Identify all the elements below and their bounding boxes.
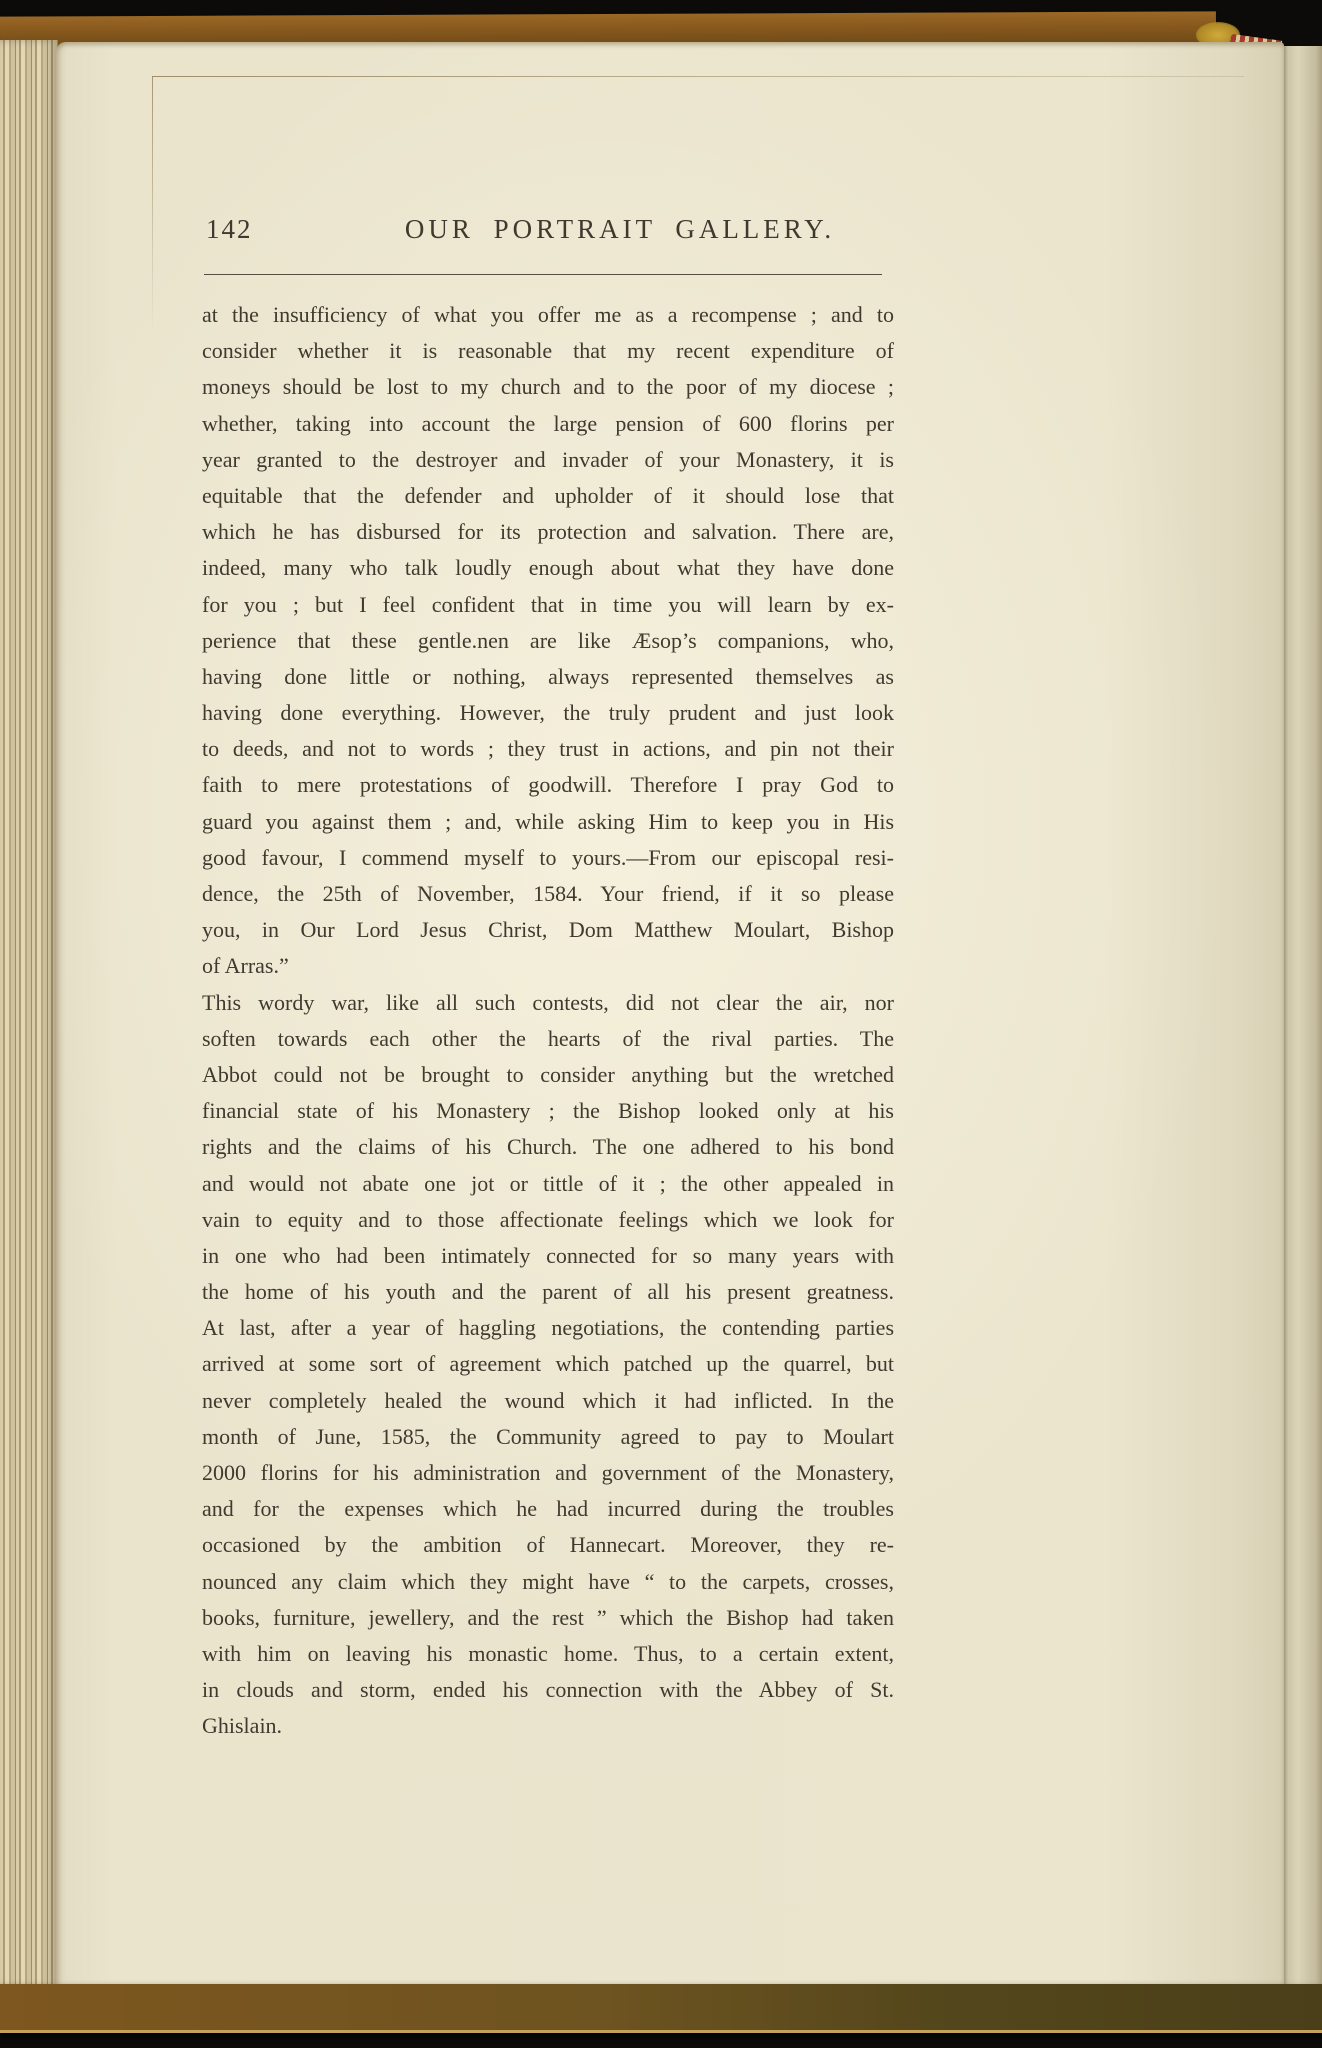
text-line: you, in Our Lord Jesus Christ, Dom Matthew Moulart, Bishop bbox=[202, 917, 894, 943]
body-text bbox=[202, 297, 894, 1745]
text-line: having done everything. However, the truly prudent and just look bbox=[202, 700, 894, 726]
page-edges-stack bbox=[0, 40, 58, 1988]
text-line: books, furniture, jewellery, and the rest ” which the Bishop had taken bbox=[202, 1604, 894, 1630]
text-line: arrived at some sort of agreement which patched up the quarrel, but bbox=[202, 1351, 894, 1377]
text-line: financial state of his Monastery ; the Bishop looked only at his bbox=[202, 1098, 894, 1124]
header-rule bbox=[204, 274, 882, 275]
text-line: At last, after a year of haggling negotiations, the contending parties bbox=[202, 1315, 894, 1341]
text-line: and would not abate one jot or tittle of it ; the other appealed in bbox=[202, 1170, 894, 1196]
facing-page-edge bbox=[1282, 46, 1322, 1986]
text-line: having done little or nothing, always represented themselves as bbox=[202, 663, 894, 689]
paragraph-narrative bbox=[202, 985, 894, 1745]
running-title: OUR PORTRAIT GALLERY. bbox=[404, 214, 836, 244]
text-line: occasioned by the ambition of Hannecart. Moreover, they re- bbox=[202, 1532, 894, 1558]
paragraph-letter-close bbox=[202, 297, 894, 985]
text-line: Ghislain. bbox=[202, 1713, 283, 1739]
text-line: guard you against them ; and, while asking Him to keep you in His bbox=[202, 808, 894, 834]
text-line: indeed, many who talk loudly enough about what they have done bbox=[202, 555, 894, 581]
text-line: rights and the claims of his Church. The one adhered to his bond bbox=[202, 1134, 894, 1160]
text-line: perience that these gentle.nen are like Æsop’s companions, who, bbox=[202, 627, 894, 653]
text-line: This wordy war, like all such contests, did not clear the air, nor bbox=[202, 989, 894, 1015]
text-line: for you ; but I feel confident that in time you will learn by ex- bbox=[202, 591, 894, 617]
text-line: in one who had been intimately connected for so many years with bbox=[202, 1242, 894, 1268]
page-number: 142 bbox=[206, 214, 253, 244]
printed-content bbox=[202, 210, 894, 1745]
text-line: good favour, I commend myself to yours.—From our episcopal resi- bbox=[202, 844, 894, 870]
text-line: nounced any claim which they might have “ to the carpets, crosses, bbox=[202, 1568, 894, 1594]
text-line: with him on leaving his monastic home. Thus, to a certain extent, bbox=[202, 1640, 894, 1666]
text-line: Abbot could not be brought to consider anything but the wretched bbox=[202, 1061, 894, 1087]
page-header bbox=[202, 210, 894, 254]
text-line: which he has disbursed for its protection and salvation. There are, bbox=[202, 519, 894, 545]
text-line: equitable that the defender and upholder of it should lose that bbox=[202, 482, 894, 508]
book-page bbox=[56, 42, 1284, 1986]
text-line: moneys should be lost to my church and to the poor of my diocese ; bbox=[202, 374, 894, 400]
text-line: to deeds, and not to words ; they trust in actions, and pin not their bbox=[202, 736, 894, 762]
text-line: faith to mere protestations of goodwill. Therefore I pray God to bbox=[202, 772, 894, 798]
text-line: the home of his youth and the parent of all his present greatness. bbox=[202, 1279, 894, 1305]
text-line: never completely healed the wound which it had inflicted. In the bbox=[202, 1387, 894, 1413]
text-line: whether, taking into account the large pension of 600 florins per bbox=[202, 410, 894, 436]
text-line: soften towards each other the hearts of the rival parties. The bbox=[202, 1025, 894, 1051]
text-line: year granted to the destroyer and invader of your Monastery, it is bbox=[202, 446, 894, 472]
text-line: consider whether it is reasonable that my recent expenditure of bbox=[202, 338, 894, 364]
text-line: of Arras.” bbox=[202, 953, 289, 979]
text-line: in clouds and storm, ended his connection with the Abbey of St. bbox=[202, 1677, 894, 1703]
book-cover-bottom-edge bbox=[0, 1984, 1322, 2033]
text-line: 2000 florins for his administration and government of the Monastery, bbox=[202, 1460, 894, 1485]
text-line: dence, the 25th of November, 1584. Your friend, if it so please bbox=[202, 881, 894, 906]
text-line: and for the expenses which he had incurred during the troubles bbox=[202, 1496, 894, 1522]
text-line: at the insufficiency of what you offer me as a recompense ; and to bbox=[202, 302, 894, 327]
text-line: month of June, 1585, the Community agreed to pay to Moulart bbox=[202, 1423, 894, 1449]
text-line: vain to equity and to those affectionate feelings which we look for bbox=[202, 1206, 894, 1232]
